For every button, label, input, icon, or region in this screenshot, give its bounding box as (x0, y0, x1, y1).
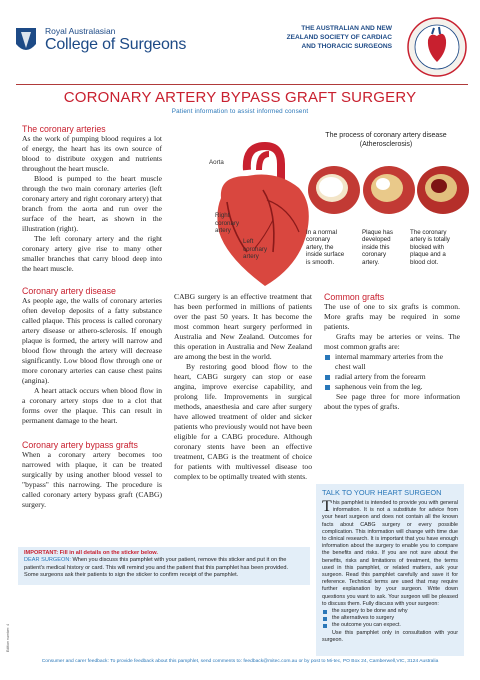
normal-artery-icon (306, 162, 362, 218)
section-grafts (22, 440, 162, 510)
section-cabg (174, 292, 312, 482)
header-rule (16, 84, 468, 85)
org-name-small: Royal Australasian (45, 26, 116, 36)
heading-grafts: Coronary artery bypass grafts (22, 440, 138, 450)
caption-blocked: The coronary artery is totally blocked with plaque and a blood clot. (410, 229, 450, 266)
heading-disease: Coronary artery disease (22, 286, 116, 296)
rcs-shield-icon (14, 26, 38, 56)
para-common-2: Grafts may be arteries or veins. The most common grafts are: (324, 332, 460, 351)
para-arteries-3: The left coronary artery and the right coronary artery give rise to many other smaller branches that carry blood deep into the heart muscle. (22, 234, 162, 273)
label-aorta: Aorta (209, 159, 224, 166)
page-title: CORONARY ARTERY BYPASS GRAFT SURGERY (63, 89, 417, 106)
para-disease-2: A heart attack occurs when blood flow in a coronary artery stops due to a clot that forms over the plaque. This can result in permanent damage to the heart. (22, 386, 162, 425)
talk-to-surgeon-box (316, 484, 464, 656)
section-coronary-arteries (22, 124, 162, 274)
heart-illustration (207, 140, 315, 288)
heading-coronary-arteries: The coronary arteries (22, 124, 106, 134)
para-disease-1: As people age, the walls of coronary arteries often develop deposits of a fatty substance called plaque. This process is called coronary artery disease or athero-sclerosis. If enough plaque is formed, the artery will narrow and blood flow through the artery will decrease significantly. Low blood flow through one or more coronary arteries can cause chest pains (angina). (22, 296, 162, 385)
figure-title: The process of coronary artery disease (Atherosclerosis) (325, 132, 447, 148)
para-common-3: See page three for more information about the types of grafts. (324, 392, 460, 411)
anzscts-logo (268, 16, 468, 76)
talk-heading: TALK TO YOUR HEART SURGEON (322, 488, 442, 497)
para-arteries-2: Blood is pumped to the heart muscle through the two main coronary arteries (left coronary artery and right coronary artery) that branch from the aorta and run over the surface of the heart, as shown in the illustration (right). (22, 174, 162, 233)
org-name-large: College of Surgeons (45, 36, 187, 53)
list-item: internal mammary arteries from the chest wall (324, 352, 460, 372)
section-disease (22, 286, 162, 426)
blocked-artery-icon (415, 162, 471, 218)
list-item: the surgery to be done and why (322, 608, 458, 615)
talk-list (322, 608, 458, 630)
notice-text: When you discuss this pamphlet with your patient, remove this sticker and put it on the patient's medical history or card. This will remind you and the patient that this pamphlet has been provided. Some surgeons ask their patients to sign the sticker to confirm receipt of the pamphlet. (24, 557, 289, 579)
notice-label: DEAR SURGEON: (24, 557, 71, 564)
drop-cap: T (322, 498, 332, 515)
rcs-logo (14, 24, 204, 64)
caption-normal: In a normal coronary artery, the inside surface is smooth. (306, 229, 345, 266)
plaque-artery-icon (361, 162, 417, 218)
atherosclerosis-figure (311, 132, 461, 149)
caption-plaque: Plaque has developed inside this coronary artery. (362, 229, 393, 266)
list-item: saphenous vein from the leg. (324, 382, 460, 392)
para-arteries-1: As the work of pumping blood requires a lot of energy, the heart has its own source of blood to distribute oxygen and nutrients throughout the heart muscle. (22, 134, 162, 173)
para-cabg-2: By restoring good blood flow to the heart, CABG surgery can stop or ease angina, improve exercise capability, and prolong life. Improvements in surgical methods, anaesthesia and care after surgery have allowed treatment of older and sicker patients who previously would not have been eligible for a CABG procedure. Although coronary stents have been an effective treatment, CABG is the treatment of choice for patients with multivessel disease too complex to be optimally treated with stents. (174, 362, 312, 481)
anzscts-seal-icon (406, 16, 468, 78)
section-common-grafts (324, 292, 460, 412)
para-common-1: The use of one to six grafts is common. More grafts may be required in some patients. (324, 302, 460, 331)
list-item: the alternatives to surgery (322, 615, 458, 622)
talk-text: This pamphlet is intended to provide you with general information. It is not a substitute for advice from your heart surgeon and does not contain all the known facts about CABG surgery or every possible complication. This information will change with time due to clinical research. It is important that you have enough information about the surgery to enable you to compare the benefits and risks. If you are not sure about the benefits, risks and limitations of treatment, the terms used in this pamphlet, or related matters, ask your surgeon. Read this pamphlet carefully and save it for reference. Technical terms are used that may require further explanation by your surgeon. Write down questions you want to ask. Your surgeon will be pleased to discuss them. Fully discuss with your surgeon: (322, 498, 458, 607)
para-grafts-1: When a coronary artery becomes too narrowed with plaque, it can be treated surgically by using another blood vessel to "bypass" this narrowing. The procedure is called coronary artery bypass graft (CABG) surgery. (22, 450, 162, 509)
page-subtitle: Patient information to assist informed consent (171, 108, 309, 115)
list-item: the outcome you can expect. (322, 622, 458, 629)
para-cabg-1: CABG surgery is an effective treatment that has been performed in millions of patients over the past 50 years. It has become the most common heart surgery performed in Australia and New Zealand. Outcomes for this operation in Australia and New Zealand are among the best in the world. (174, 292, 312, 361)
partner-name: THE AUSTRALIAN AND NEW ZEALAND SOCIETY OF CARDIAC AND THORACIC SURGEONS (286, 25, 392, 50)
footer-feedback: Consumer and carer feedback: To provide feedback about this pamphlet, send comments to: feedback@mitec.com.au or by post to Mi-tec, PO Box 24, Camberwell,VIC, 3124 Australia (41, 659, 439, 664)
graft-list (324, 352, 460, 392)
talk-closing: Use this pamphlet only in consultation with your surgeon. (322, 629, 458, 643)
label-right-coronary: Right coronary artery (215, 212, 240, 234)
notice-important: IMPORTANT: Fill in all details on the sticker below. (24, 550, 158, 556)
heading-common-grafts: Common grafts (324, 292, 385, 302)
list-item: radial artery from the forearm (324, 372, 460, 382)
label-left-coronary: Left coronary artery (243, 238, 268, 260)
surgeon-notice (18, 547, 310, 585)
edition-note: Edition number: 4 (6, 623, 10, 652)
